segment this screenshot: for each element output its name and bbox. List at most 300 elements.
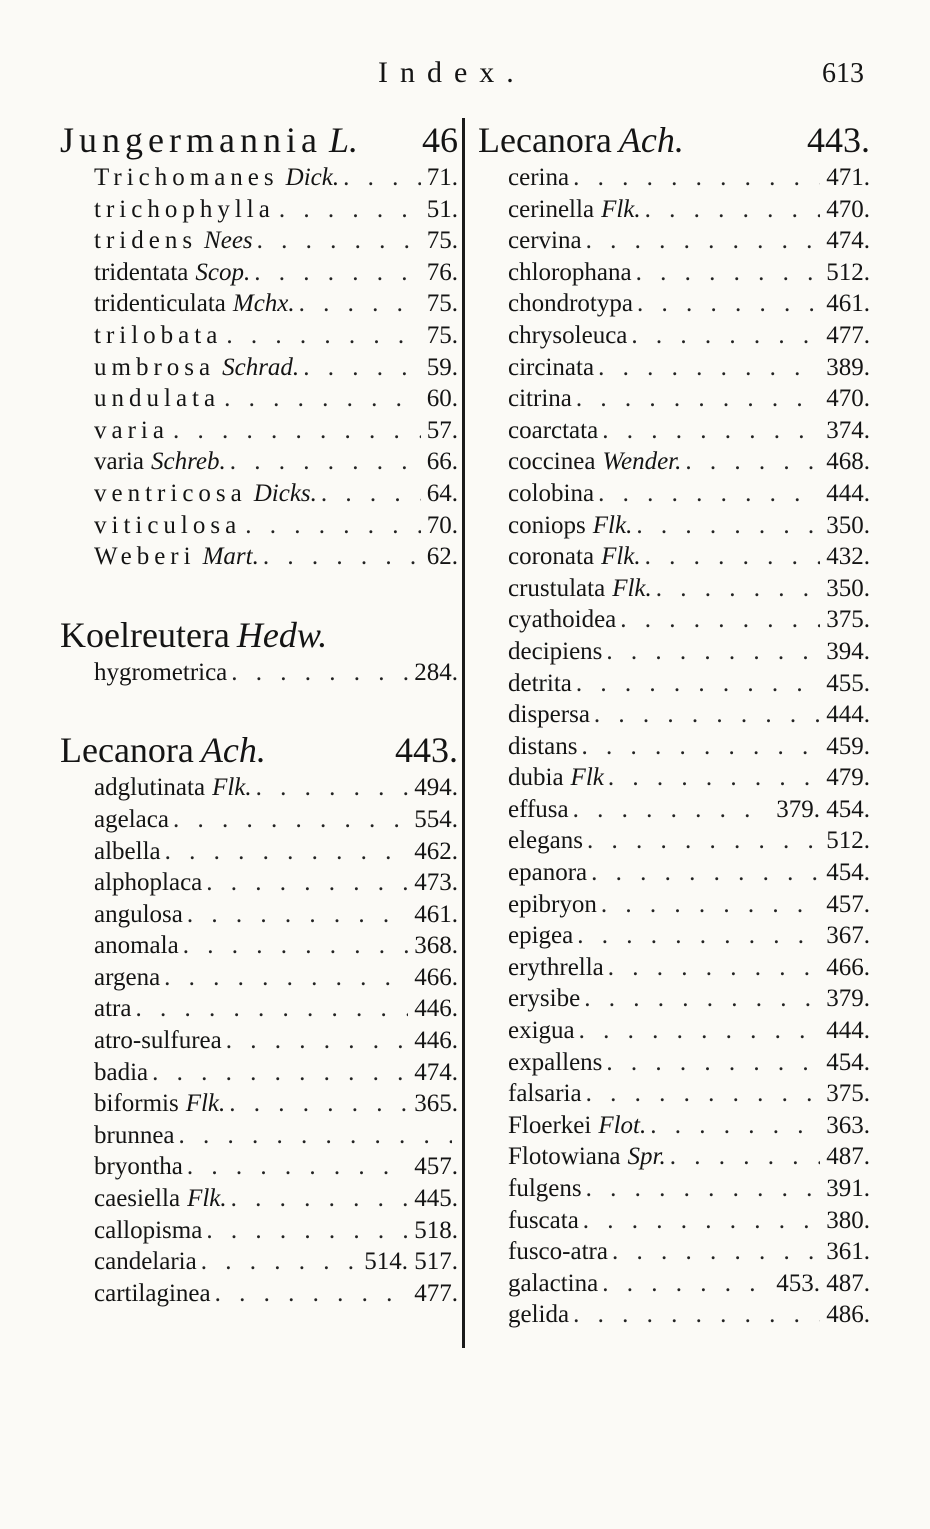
dot-leader (175, 1120, 452, 1152)
entry-name: cervina (508, 227, 582, 255)
entry-author: Dick. (285, 164, 340, 191)
dot-leader (652, 573, 820, 605)
entry-name: coronata (508, 543, 595, 571)
dot-leader (579, 1205, 820, 1237)
entry-pages: 454. (826, 1048, 870, 1076)
entry-pages: 474. (826, 227, 870, 255)
index-entry (60, 962, 458, 994)
entry-name: undulata (94, 385, 221, 413)
dot-leader (573, 920, 820, 952)
entry-name: dispersa (508, 701, 590, 729)
index-entry (478, 952, 870, 984)
index-entry (478, 1141, 870, 1173)
index-entry (60, 657, 458, 689)
entry-name: bryontha (94, 1153, 183, 1181)
entry-author: Ach. (200, 730, 266, 771)
dot-leader (227, 1183, 409, 1215)
dot-leader (602, 636, 820, 668)
index-entry (478, 415, 870, 447)
entry-pages: 457. (826, 890, 870, 918)
index-entry (60, 899, 458, 931)
index-entry (60, 541, 458, 573)
index-entry (60, 772, 458, 804)
entry-name: chlorophana (508, 258, 632, 286)
entry-author: Mchx. (232, 290, 295, 318)
dot-leader (598, 415, 820, 447)
index-entry (60, 1057, 458, 1089)
entry-pages: 444. (826, 479, 870, 507)
entry-name: chondrotypa (508, 290, 633, 318)
entry-name: atra (94, 995, 132, 1023)
entry-name: atro-sulfurea (94, 1027, 222, 1055)
dot-leader (608, 1236, 820, 1268)
dot-leader (197, 1246, 359, 1278)
index-entry (60, 478, 458, 510)
index-entry (478, 1110, 870, 1142)
entry-pages: 466. (414, 963, 458, 991)
entry-pages: 444. (826, 701, 870, 729)
entry-name: Lecanora (60, 730, 194, 771)
dot-leader (582, 1173, 821, 1205)
dot-leader (226, 446, 421, 478)
entry-pages: 71. (426, 164, 458, 191)
dot-leader (616, 604, 820, 636)
entry-pages: 446. (414, 995, 458, 1023)
index-entry (60, 352, 458, 384)
index-spacer (60, 573, 458, 613)
index-entry (478, 636, 870, 668)
dot-leader (681, 446, 820, 478)
entry-name: epigea (508, 922, 574, 950)
entry-pages: 51. (426, 195, 458, 223)
dot-leader (646, 1110, 820, 1142)
entry-pages: 466. (826, 953, 870, 981)
index-column-left (60, 118, 458, 1309)
index-entry (478, 1299, 870, 1331)
entry-author: Scop. (195, 258, 251, 286)
entry-pages: 350. (826, 574, 870, 602)
index-entry (60, 1088, 458, 1120)
index-entry (478, 383, 870, 415)
entry-author: Spr. (627, 1143, 666, 1171)
entry-pages: 445. (414, 1185, 458, 1213)
dot-leader (569, 1299, 820, 1331)
entry-name: tridentata (94, 258, 189, 286)
entry-pages: 494. (414, 774, 458, 802)
dot-leader (594, 478, 820, 510)
entry-pages: 479. (826, 764, 870, 792)
entry-author: Nees (204, 227, 253, 255)
dot-leader (666, 1141, 821, 1173)
entry-pages: 554. (414, 805, 458, 833)
dot-leader (202, 867, 408, 899)
index-entry (60, 867, 458, 899)
index-entry (60, 1120, 458, 1152)
entry-name: agelaca (94, 805, 169, 833)
index-column-right (478, 118, 870, 1331)
index-entry (60, 510, 458, 542)
entry-author: Flk. (601, 195, 641, 223)
entry-pages: 512. (826, 827, 870, 855)
entry-pages: 361. (826, 1238, 870, 1266)
index-entry (60, 320, 458, 352)
index-entry (60, 1025, 458, 1057)
entry-pages: 380. (826, 1206, 870, 1234)
index-entry (60, 804, 458, 836)
entry-author: Flot. (598, 1111, 647, 1139)
index-entry (478, 194, 870, 226)
index-entry (60, 1215, 458, 1247)
entry-pages: 62. (426, 543, 458, 571)
entry-name: gelida (508, 1301, 570, 1329)
entry-pages: 477. (826, 321, 870, 349)
index-entry (60, 1151, 458, 1183)
entry-pages: 443. (395, 730, 458, 771)
entry-pages: 432. (826, 543, 870, 571)
index-entry (478, 288, 870, 320)
entry-name: varia (94, 448, 144, 476)
dot-leader (582, 1078, 821, 1110)
entry-author: Wender. (602, 448, 682, 476)
index-entry (478, 699, 870, 731)
index-genus-heading (60, 613, 458, 657)
dot-leader (169, 415, 421, 447)
entry-name: biformis (94, 1090, 179, 1118)
entry-name: candelaria (94, 1248, 197, 1276)
entry-pages: 514. 517. (364, 1248, 458, 1276)
column-divider (462, 118, 465, 1348)
entry-name: coccinea (508, 448, 596, 476)
entry-pages: 457. (414, 1153, 458, 1181)
dot-leader (572, 668, 820, 700)
dot-leader (250, 257, 420, 289)
entry-pages: 389. (826, 353, 870, 381)
dot-leader (160, 962, 408, 994)
entry-pages: 379. (826, 985, 870, 1013)
entry-name: varia (94, 416, 169, 444)
index-entry (478, 857, 870, 889)
dot-leader (598, 1268, 770, 1300)
entry-pages: 473. (414, 869, 458, 897)
entry-name: ventricosa (94, 479, 247, 507)
index-entry (478, 1236, 870, 1268)
index-entry (478, 1047, 870, 1079)
entry-name: caesiella (94, 1185, 181, 1213)
dot-leader (183, 899, 408, 931)
dot-leader (594, 352, 820, 384)
dot-leader (169, 804, 408, 836)
entry-name: fulgens (508, 1175, 582, 1202)
entry-pages: 461. (826, 290, 870, 318)
dot-leader (583, 825, 820, 857)
index-entry (60, 257, 458, 289)
index-entry (478, 889, 870, 921)
entry-name: cartilaginea (94, 1279, 211, 1307)
entry-pages: 379. 454. (776, 795, 870, 823)
entry-author: Flk. (187, 1185, 227, 1213)
entry-pages: 512. (826, 258, 870, 286)
dot-leader (627, 320, 820, 352)
entry-pages: 477. (414, 1279, 458, 1307)
entry-pages: 75. (426, 290, 458, 318)
dot-leader (572, 383, 820, 415)
entry-pages: 46 (422, 120, 458, 160)
entry-name: exigua (508, 1017, 575, 1045)
index-entry (60, 225, 458, 257)
entry-pages: 459. (826, 732, 870, 760)
entry-author: Flk. (212, 774, 252, 802)
dot-leader (299, 352, 421, 384)
dot-leader (587, 857, 820, 889)
entry-name: erysibe (508, 985, 581, 1013)
index-entry (478, 1268, 870, 1300)
index-entry (60, 1246, 458, 1278)
entry-name: adglutinata (94, 774, 206, 802)
entry-name: circinata (508, 353, 595, 381)
index-genus-heading (478, 118, 870, 162)
dot-leader (227, 657, 408, 689)
entry-author: Hedw. (236, 614, 328, 655)
dot-leader (275, 194, 421, 226)
entry-pages: 66. (426, 448, 458, 476)
dot-leader (220, 383, 421, 415)
entry-pages: 468. (826, 448, 870, 476)
entry-name: epanora (508, 859, 588, 887)
entry-pages: 454. (826, 859, 870, 887)
entry-pages: 486. (826, 1301, 870, 1329)
entry-name: chrysoleuca (508, 321, 628, 349)
entry-pages: 75. (426, 321, 458, 349)
entry-author: Flk (570, 764, 604, 792)
entry-name: trichophylla (94, 195, 275, 223)
entry-name: coniops (508, 511, 586, 539)
entry-pages: 391. (826, 1175, 870, 1202)
entry-pages: 368. (414, 932, 458, 960)
entry-author: Mart. (202, 543, 259, 571)
dot-leader (317, 478, 421, 510)
entry-pages: 59. (426, 353, 458, 381)
entry-pages: 474. (414, 1058, 458, 1086)
entry-pages: 70. (426, 511, 458, 539)
entry-pages: 461. (414, 900, 458, 928)
entry-name: Trichomanes (94, 164, 279, 191)
entry-pages: 518. (414, 1216, 458, 1244)
entry-pages: 443. (807, 120, 870, 160)
dot-leader (225, 1088, 408, 1120)
entry-name: fusco-atra (508, 1238, 608, 1266)
index-entry (478, 604, 870, 636)
running-head (0, 56, 930, 96)
dot-leader (253, 225, 421, 257)
dot-leader (632, 257, 821, 289)
entry-author: Schreb. (150, 448, 226, 476)
entry-name: Jungermannia (60, 120, 322, 160)
entry-name: erythrella (508, 953, 604, 981)
dot-leader (211, 1278, 409, 1310)
entry-name: tridens (94, 227, 198, 255)
dot-leader (148, 1057, 408, 1089)
index-entry (478, 257, 870, 289)
entry-pages: 453. 487. (776, 1269, 870, 1297)
index-entry (60, 194, 458, 226)
entry-name: Weberi (94, 543, 196, 571)
entry-name: galactina (508, 1269, 599, 1297)
entry-name: Koelreutera (60, 614, 230, 655)
dot-leader (131, 993, 408, 1025)
dot-leader (241, 510, 421, 542)
entry-pages: 394. (826, 637, 870, 665)
running-head-title: Index. (378, 56, 526, 89)
index-genus-heading (60, 728, 458, 772)
entry-name: crustulata (508, 574, 606, 602)
entry-pages: 57. (426, 416, 458, 444)
entry-name: detrita (508, 669, 572, 697)
entry-author: L. (328, 120, 358, 160)
index-entry (60, 930, 458, 962)
index-entry (60, 836, 458, 868)
index-entry (60, 162, 458, 194)
entry-name: trilobata (94, 321, 223, 349)
entry-pages: 60. (426, 385, 458, 413)
entry-name: hygrometrica (94, 658, 228, 686)
index-entry (478, 352, 870, 384)
entry-name: Lecanora (478, 120, 612, 160)
dot-leader (575, 1015, 821, 1047)
entry-name: argena (94, 963, 161, 991)
entry-name: angulosa (94, 900, 183, 928)
index-entry (478, 510, 870, 542)
entry-author: Schrad. (222, 353, 300, 381)
index-entry (478, 320, 870, 352)
entry-name: cerina (508, 164, 570, 191)
entry-pages: 284. (414, 658, 458, 686)
entry-pages: 64. (426, 479, 458, 507)
index-entry (478, 1078, 870, 1110)
index-entry (478, 731, 870, 763)
entry-pages: 462. (414, 837, 458, 865)
entry-name: albella (94, 837, 161, 865)
entry-name: expallens (508, 1048, 603, 1076)
entry-pages: 375. (826, 606, 870, 634)
dot-leader (641, 541, 821, 573)
entry-pages: 446. (414, 1027, 458, 1055)
dot-leader (202, 1215, 408, 1247)
index-entry (60, 993, 458, 1025)
dot-leader (582, 225, 821, 257)
entry-name: umbrosa (94, 353, 216, 381)
dot-leader (569, 794, 771, 826)
entry-pages: 455. (826, 669, 870, 697)
index-entry (478, 920, 870, 952)
entry-name: tridenticulata (94, 290, 226, 318)
entry-name: viticulosa (94, 511, 242, 539)
index-entry (60, 415, 458, 447)
entry-pages: 75. (426, 227, 458, 255)
entry-name: coarctata (508, 416, 599, 444)
index-entry (478, 1173, 870, 1205)
dot-leader (179, 930, 409, 962)
dot-leader (577, 731, 820, 763)
entry-name: callopisma (94, 1216, 203, 1244)
entry-pages: 470. (826, 385, 870, 413)
entry-name: Floerkei (508, 1111, 592, 1139)
entry-name: Flotowiana (508, 1143, 621, 1171)
entry-name: brunnea (94, 1121, 175, 1149)
dot-leader (183, 1151, 408, 1183)
entry-name: elegans (508, 827, 583, 855)
entry-name: effusa (508, 795, 569, 823)
entry-author: Flk. (612, 574, 652, 602)
entry-name: decipiens (508, 637, 603, 665)
entry-name: anomala (94, 932, 179, 960)
index-genus-heading (60, 118, 458, 162)
dot-leader (339, 162, 421, 194)
index-spacer (60, 688, 458, 728)
dot-leader (161, 836, 409, 868)
entry-name: dubia (508, 764, 564, 792)
index-entry (478, 446, 870, 478)
index-entry (60, 1278, 458, 1310)
entry-name: fuscata (508, 1206, 579, 1234)
dot-leader (641, 194, 821, 226)
dot-leader (295, 288, 421, 320)
index-entry (60, 1183, 458, 1215)
index-entry (478, 794, 870, 826)
entry-name: cerinella (508, 195, 595, 223)
entry-pages: 374. (826, 416, 870, 444)
dot-leader (602, 1047, 820, 1079)
entry-pages: 487. (826, 1143, 870, 1171)
entry-pages: 367. (826, 922, 870, 950)
dot-leader (597, 889, 820, 921)
entry-name: colobina (508, 479, 595, 507)
entry-name: badia (94, 1058, 149, 1086)
dot-leader (259, 541, 421, 573)
entry-author: Flk. (601, 543, 641, 571)
entry-name: distans (508, 732, 578, 760)
dot-leader (252, 772, 409, 804)
index-entry (478, 225, 870, 257)
entry-pages: 76. (426, 258, 458, 286)
entry-author: Dicks. (253, 479, 317, 507)
entry-pages: 471. (826, 164, 870, 191)
entry-author: Flk. (185, 1090, 226, 1118)
entry-pages: 375. (826, 1080, 870, 1108)
entry-name: epibryon (508, 890, 597, 918)
index-entry (478, 573, 870, 605)
dot-leader (632, 510, 820, 542)
entry-name: citrina (508, 385, 572, 413)
dot-leader (222, 1025, 409, 1057)
index-entry (478, 541, 870, 573)
entry-pages: 444. (826, 1017, 870, 1045)
entry-pages: 350. (826, 511, 870, 539)
entry-pages: 363. (826, 1111, 870, 1139)
entry-name: cyathoidea (508, 606, 617, 634)
index-entry (478, 983, 870, 1015)
entry-name: alphoplaca (94, 869, 203, 897)
index-entry (60, 383, 458, 415)
index-entry (478, 825, 870, 857)
entry-pages: 470. (826, 195, 870, 223)
index-entry (60, 446, 458, 478)
dot-leader (580, 983, 820, 1015)
index-entry (478, 478, 870, 510)
index-entry (478, 1015, 870, 1047)
dot-leader (590, 699, 820, 731)
entry-author: Ach. (618, 120, 684, 160)
entry-name: falsaria (508, 1080, 582, 1108)
